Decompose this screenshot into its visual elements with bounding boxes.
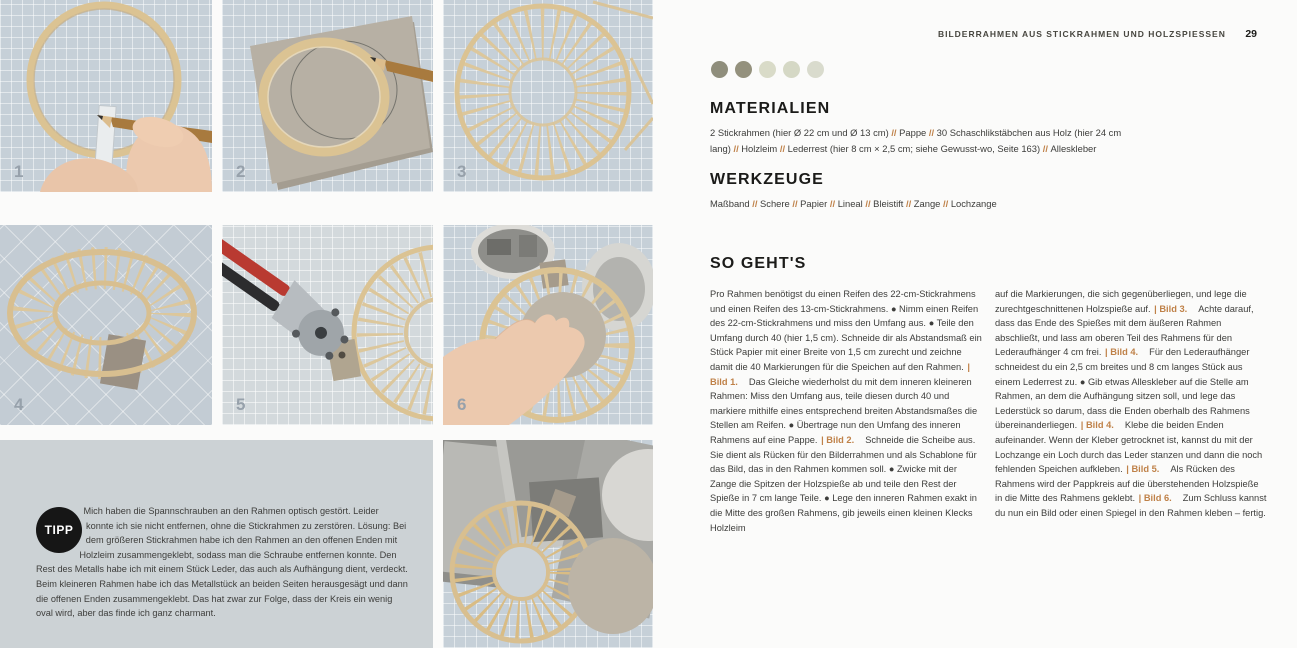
tools-list	[710, 196, 1124, 212]
instruction-text: Achte darauf, dass das Ende des Spießes mit dem äußeren Rahmen abschließt, und lass am oberen Teil des Rahmens für den Lederaufhänger 4 cm frei.	[995, 303, 1254, 358]
list-separator: //	[730, 142, 742, 154]
list-separator: //	[789, 198, 801, 209]
list-item: Schere	[760, 198, 790, 209]
step-6-illustration	[443, 225, 653, 425]
step-number: 6	[457, 395, 467, 414]
list-item: Bleistift	[873, 198, 904, 209]
step-number: 1	[14, 162, 24, 181]
step-2-illustration	[222, 0, 433, 192]
finished-result-photo	[443, 440, 653, 648]
tip-text: Mich haben die Spannschrauben an den Rahmen optisch gestört. Leider konnte ich sie nicht entfernen, ohne die Stickrahmen zu zerstören. Lösung: Bei dem größeren Stickrahmen habe ich den Rahmen an den offenen Enden mit Holzleim zusammengeklebt, sodass man die Schraube entfernen konnte. Den Rest des Metalls habe ich mit einem Stück Leder, das auch als Aufhängung dient, verdeckt. Beim kleineren Rahmen habe ich das Metallstück an beiden Seiten herausgesägt und dann die offenen Enden zusammengeklebt. Das hat zwar zur Folge, dass der Kreis ein wenig oval wird, aber das finde ich ganz charmant.	[36, 506, 408, 619]
step-photo-6	[443, 225, 653, 425]
tools-section	[710, 171, 1266, 212]
instruction-text: Pro Rahmen benötigst du einen Reifen des 22-cm-Stickrahmens und einen Reifen des 13-cm-Stickrahmens. ● Nimm einen Reifen des 22-cm-Stickrahmens und miss den Umfang aus. ● Teile den Umfang durch 40 (hier 1,5 cm). Schneide dir als Abstandsmaß ein Stück Papier mit einer Breite von 1,5 cm zurecht und zeichne damit die 40 Markierungen für die Speichen auf den Rahmen.	[710, 289, 982, 372]
color-swatch	[807, 61, 824, 78]
list-separator: //	[926, 127, 937, 138]
instruction-text: Als Rücken des Rahmens wird der Pappkreis auf die überstehenden Holzspieße in die Mitte des Rahmens geklebt.	[995, 464, 1259, 504]
chapter-title: BILDERRAHMEN AUS STICKRAHMEN UND HOLZSPIESSEN	[937, 29, 1226, 39]
step-4-illustration	[0, 225, 212, 425]
step-photo-1	[0, 0, 212, 192]
step-5-illustration	[222, 225, 433, 425]
tools-heading: WERKZEUGE	[710, 171, 824, 188]
hand-left	[40, 158, 138, 192]
color-swatch	[759, 61, 776, 78]
spokes	[485, 34, 601, 150]
instruction-text: Klebe die beiden Enden aufeinander. Wenn der Kleber getrocknet ist, kannst du mit der Lochzange ein Loch durch das Leder stanzen und dann die noch fehlenden Speichen aufkleben.	[995, 420, 1263, 475]
figure-reference: | Bild 5.	[1126, 464, 1160, 475]
list-item: Lochzange	[950, 198, 997, 209]
loose-skewer	[631, 58, 653, 104]
list-separator: //	[1040, 142, 1051, 154]
inner-hoop	[406, 299, 433, 367]
materials-section	[710, 100, 1266, 156]
list-item: Alleskleber	[1050, 142, 1097, 154]
step-photo-3	[443, 0, 653, 192]
paper-strip	[95, 106, 116, 169]
materials-heading: MATERIALIEN	[710, 100, 831, 117]
list-item: 2 Stickrahmen (hier Ø 22 cm und Ø 13 cm)	[710, 127, 889, 138]
list-item: Maßband	[710, 198, 750, 209]
instruction-text: auf die Markierungen, die sich gegenüberliegen, und lege die zurechtgeschnittenen Holzspieße auf.	[995, 289, 1247, 314]
color-swatch	[711, 61, 728, 78]
inner-hoop	[510, 59, 576, 125]
loose-skewer	[625, 118, 653, 150]
step-3-illustration	[443, 0, 653, 192]
step-number: 2	[236, 162, 246, 181]
list-item: Lineal	[837, 198, 863, 209]
list-item: Pappe	[899, 127, 927, 138]
step-1-illustration	[0, 0, 212, 192]
instruction-text: Das Gleiche wiederholst du mit dem inneren kleineren Rahmen: Miss den Umfang aus, teile diesen durch 40 und markiere mithilfe eines entsprechend breiten Abstandsmaßes die Stellen am Reifen. ● Übertrage nun den Umfang des inneren Rahmens auf eine Pappe.	[710, 376, 978, 445]
figure-reference: | Bild 4.	[1105, 347, 1139, 358]
figure-reference: | Bild 2.	[821, 434, 855, 445]
instructions-column-right	[995, 287, 1267, 535]
loose-skewer	[593, 2, 653, 18]
step-photo-2	[222, 0, 433, 192]
tip-badge: TIPP	[36, 507, 82, 553]
list-separator: //	[903, 198, 914, 209]
page-number: 29	[1245, 28, 1257, 40]
list-separator: //	[827, 198, 838, 209]
hole-punch-pliers	[222, 225, 360, 367]
instruction-text: Schneide die Scheibe aus. Sie dient als Rücken für den Bilderrahmen und als Schablone für das Bild, das in den Rahmen kommen soll. ● Zwicke mit der Zange die Spitzen der Holzspieße ab und teile den Rest der Spieße in 7 cm lange Teile. ● Lege den inneren Rahmen exakt in die Mitte des großen Rahmens, gib jeweils einen kleinen Klecks Holzleim	[710, 434, 977, 533]
list-separator: //	[749, 198, 761, 209]
color-swatch	[783, 61, 800, 78]
inner-hoop	[55, 283, 149, 343]
instructions-columns	[710, 287, 1268, 535]
instruction-text: Für den Lederaufhänger schneidest du ein 2,5 cm breites und 8 cm langes Stück aus einem Lederrest zu. ● Gib etwas Alleskleber auf die Stelle am Rahmen, an dem die Aufhängung sitzen soll, und lege das Lederstück so darum, dass die Enden oberhalb des Rahmens übereinanderliegen.	[995, 347, 1250, 431]
materials-list	[710, 125, 1124, 156]
list-item: Zange	[913, 198, 941, 209]
page-header	[660, 24, 1257, 42]
list-separator: //	[940, 198, 951, 209]
figure-reference: | Bild 6.	[1138, 493, 1172, 504]
color-swatch-row	[711, 61, 824, 78]
step-number: 5	[236, 395, 246, 414]
step-number: 3	[457, 162, 467, 181]
list-separator: //	[777, 142, 788, 154]
step-photo-4	[0, 225, 212, 425]
figure-reference: | Bild 4.	[1080, 420, 1114, 431]
result-illustration	[443, 440, 653, 648]
list-item: Holzleim	[741, 142, 778, 154]
step-photo-5	[222, 225, 433, 425]
figure-reference: | Bild 1.	[710, 361, 970, 387]
color-swatch	[735, 61, 752, 78]
list-item: 30 Schaschlikstäbchen aus Holz (hier 24 cm lang)	[710, 127, 1122, 154]
list-item: Lederrest (hier 8 cm × 2,5 cm; siehe Gewusst-wo, Seite 163)	[787, 142, 1041, 154]
list-item: Papier	[800, 198, 828, 209]
list-separator: //	[888, 127, 900, 138]
instruction-text: Zum Schluss kannst du nun ein Bild oder einen Spiegel in den Rahmen kleben – fertig.	[995, 493, 1267, 518]
step-number: 4	[14, 395, 24, 414]
instructions-heading: SO GEHT'S	[710, 255, 807, 272]
list-separator: //	[862, 198, 874, 209]
figure-reference: | Bild 3.	[1154, 303, 1188, 314]
instructions-column-left	[710, 287, 982, 535]
tip-box	[0, 440, 433, 648]
instructions-section	[710, 255, 1266, 280]
